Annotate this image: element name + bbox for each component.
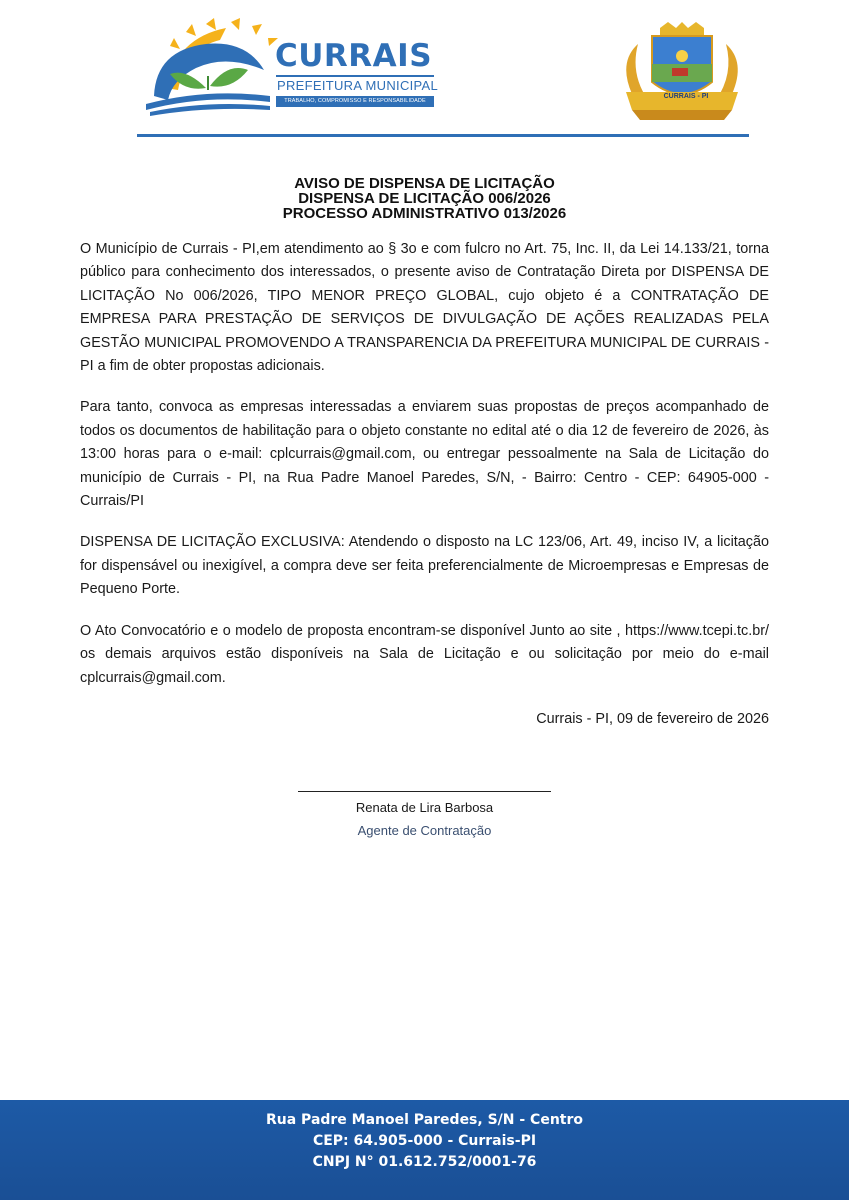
signature-line	[298, 791, 551, 792]
header-divider	[137, 134, 749, 137]
title-line-1: AVISO DE DISPENSA DE LICITAÇÃO	[294, 175, 555, 192]
footer-cep: CEP: 64.905-000 - Currais-PI	[312, 1133, 537, 1149]
paragraph-call: Para tanto, convoca as empresas interessadas a enviarem suas propostas de preços acompanhado de todos os documentos de habilitação para o objeto constante no edital até o dia 12 de fevereiro de 2026, às 13:00 horas para o e-mail: cplcurrais@gmail.com, ou entregar pessoalmente na Sala de Licitação do município de Currais - PI, na Rua Padre Manoel Paredes, S/N, - Bairro: Centro - CEP: 64905-000 - Currais/PI	[80, 399, 769, 510]
crest-label: CURRAIS - PI	[663, 93, 709, 100]
field-stripe-icon-2	[150, 104, 270, 116]
footer-address	[0, 1110, 849, 1173]
title-line-2: DISPENSA DE LICITAÇÃO 006/2026	[298, 190, 551, 207]
paragraph-intro: O Município de Currais - PI,em atendimento ao § 3o e com fulcro no Art. 75, Inc. II, da Lei 14.133/21, torna público para conhecimento dos interessados, o presente aviso de Contratação Direta por DISPENSA DE LICITAÇÃO No 006/2026, TIPO MENOR PREÇO GLOBAL, cujo objeto é a CONTRATAÇÃO DE EMPRESA PARA PRESTAÇÃO DE SERVIÇOS DE DIVULGAÇÃO DE AÇÕES REALIZADAS PELA GESTÃO MUNICIPAL PROMOVENDO A TRANSPARENCIA DA PREFEITURA MUNICIPAL DE CURRAIS - PI a fim de obter propostas adicionais.	[80, 241, 769, 375]
blue-arc-icon	[154, 44, 264, 100]
title-line-3: PROCESSO ADMINISTRATIVO 013/2026	[282, 205, 567, 222]
notice-body	[80, 238, 769, 708]
brand-divider	[276, 75, 434, 77]
paragraph-documents: O Ato Convocatório e o modelo de proposta encontram-se disponível Junto ao site , https://www.tcepi.tc.br/ os demais arquivos estão disponíveis na Sala de Licitação e ou solicitação por meio do e-mail cplcurrais@gmail.com.	[80, 622, 769, 686]
notice-title	[80, 176, 769, 221]
footer-band	[0, 1100, 849, 1200]
brand-motto: TRABALHO, COMPROMISSO E RESPONSABILIDADE	[276, 96, 434, 107]
paragraph-exclusive: DISPENSA DE LICITAÇÃO EXCLUSIVA: Atendendo o disposto na LC 123/06, Art. 49, inciso IV, a licitação for dispensável ou inexigível, a compra deve ser feita preferencialmente de Microempresas e Empresas de Pequeno Porte.	[80, 534, 769, 598]
place-and-date: Currais - PI, 09 de fevereiro de 2026	[536, 711, 769, 727]
municipal-coat-of-arms-icon	[612, 22, 752, 124]
signatory-name: Renata de Lira Barbosa	[355, 800, 494, 815]
brand-subtitle: PREFEITURA MUNICIPAL	[277, 78, 439, 93]
signatory-role: Agente de Contratação	[357, 823, 492, 838]
footer-cnpj: CNPJ N° 01.612.752/0001-76	[312, 1154, 537, 1170]
letterhead	[0, 0, 849, 140]
footer-street: Rua Padre Manoel Paredes, S/N - Centro	[265, 1112, 584, 1128]
brand-name: CURRAIS	[275, 38, 433, 74]
